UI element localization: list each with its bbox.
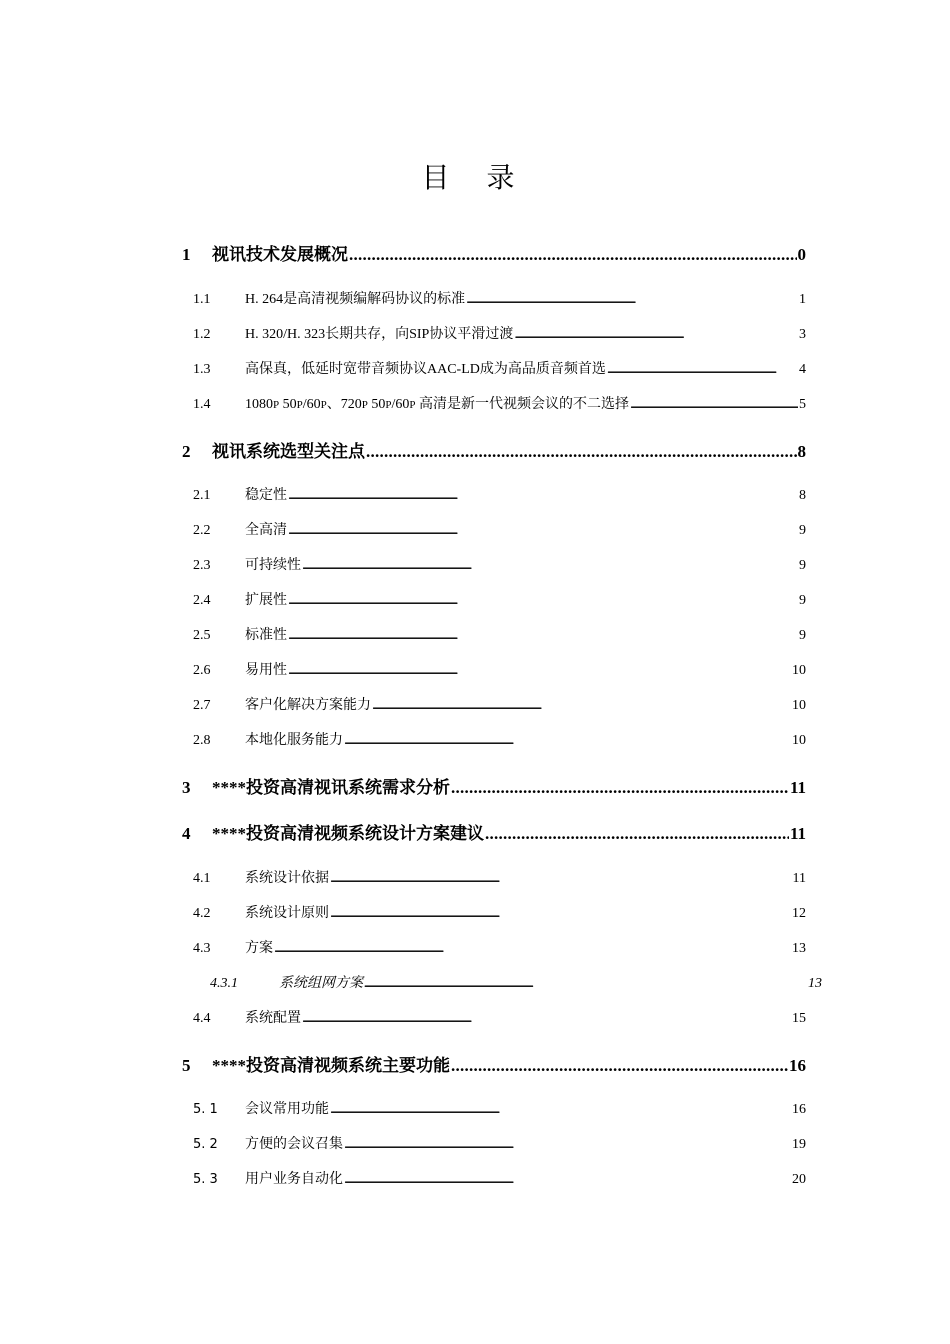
toc-entry-title: 全高清 (245, 523, 287, 538)
toc-entry-title: ****投资高清视讯系统需求分析 (212, 778, 450, 797)
toc-entry-page: 11 (789, 778, 806, 797)
toc-entry-4[interactable] (182, 819, 806, 844)
toc-entry-2-4[interactable] (193, 589, 806, 609)
toc-entry-1-1[interactable] (193, 288, 806, 308)
toc-entry-title: 方案 (245, 941, 273, 956)
toc-entry-title: H. 264是高清视频编解码协议的标准 (245, 292, 466, 307)
toc-leader-dots (364, 976, 807, 992)
toc-leader-dots (466, 292, 798, 308)
toc-entry-page: 13 (792, 941, 806, 956)
toc-entry-title: ****投资高清视频系统设计方案建议 (212, 824, 484, 843)
toc-title: 目 录 (421, 161, 529, 194)
toc-entry-title: 稳定性 (245, 488, 287, 503)
toc-entry-4-3-1[interactable] (210, 972, 822, 992)
toc-entry-page: 4 (799, 362, 806, 377)
toc-entry-number: 5. 1 (193, 1102, 218, 1117)
toc-entry-title: 高保真，低延时宽带音频协议AAC-LD成为高品质音频首选 (245, 362, 606, 377)
toc-entry-number: 4.3 (193, 941, 211, 956)
toc-entry-page: 12 (792, 906, 806, 921)
toc-entry-title: 会议常用功能 (245, 1102, 329, 1117)
toc-entry-page: 10 (792, 698, 806, 713)
toc-entry-page: 8 (797, 442, 806, 461)
toc-leader-dots (344, 1137, 791, 1153)
toc-leader-dots (330, 871, 792, 887)
toc-entry-5[interactable] (182, 1051, 806, 1076)
toc-leader-dots (349, 245, 797, 265)
toc-entry-page: 0 (797, 245, 806, 264)
toc-entry-title: 系统配置 (245, 1011, 301, 1026)
toc-entry-number: 2 (182, 442, 191, 461)
toc-entry-number: 5 (182, 1056, 191, 1075)
toc-leader-dots (607, 362, 798, 378)
toc-leader-dots (288, 488, 798, 504)
toc-entry-page: 9 (799, 628, 806, 643)
toc-entry-2[interactable] (182, 437, 806, 462)
toc-entry-number: 1.4 (193, 397, 211, 412)
toc-entry-number: 2.4 (193, 593, 211, 608)
toc-entry-2-8[interactable] (193, 729, 806, 749)
toc-entry-page: 9 (799, 593, 806, 608)
toc-leader-dots (514, 327, 798, 343)
toc-leader-dots (288, 593, 798, 609)
toc-entry-2-1[interactable] (193, 484, 806, 504)
toc-entry-number: 2.8 (193, 733, 211, 748)
toc-entry-title: 1080P 50P/60P、720P 50P/60P 高清是新一代视频会议的不二选择 (245, 397, 630, 412)
toc-entry-5-1[interactable] (193, 1098, 806, 1118)
toc-entry-1-4[interactable] (193, 393, 806, 413)
toc-entry-title: 可持续性 (245, 558, 301, 573)
toc-entry-2-2[interactable] (193, 519, 806, 539)
toc-entry-number: 1.3 (193, 362, 211, 377)
toc-entry-page: 16 (792, 1102, 806, 1117)
toc-entry-page: 15 (792, 1011, 806, 1026)
toc-entry-number: 1 (182, 245, 191, 264)
toc-leader-dots (288, 663, 791, 679)
toc-entry-number: 4.2 (193, 906, 211, 921)
toc-entry-page: 10 (792, 733, 806, 748)
toc-entry-page: 1 (799, 292, 806, 307)
toc-entry-2-3[interactable] (193, 554, 806, 574)
toc-entry-title: 客户化解决方案能力 (245, 698, 371, 713)
toc-leader-dots (372, 698, 791, 714)
toc-entry-title: 标准性 (245, 628, 287, 643)
toc-leader-dots (451, 1056, 788, 1076)
toc-entry-4-3[interactable] (193, 937, 806, 957)
toc-entry-title: 系统组网方案 (279, 976, 363, 991)
toc-entry-page: 20 (792, 1172, 806, 1187)
toc-entry-number: 2.2 (193, 523, 211, 538)
toc-leader-dots (288, 523, 798, 539)
toc-entry-page: 16 (789, 1056, 806, 1075)
toc-entry-5-2[interactable] (193, 1133, 806, 1153)
toc-leader-dots (274, 941, 791, 957)
toc-entry-4-1[interactable] (193, 867, 806, 887)
toc-entry-page: 11 (792, 871, 806, 886)
toc-entry-2-7[interactable] (193, 694, 806, 714)
toc-entry-title: 用户业务自动化 (245, 1172, 343, 1187)
toc-entry-number: 2.3 (193, 558, 211, 573)
toc-entry-page: 3 (799, 327, 806, 342)
toc-entry-number: 4.3.1 (210, 976, 238, 991)
toc-entry-number: 1.1 (193, 292, 211, 307)
toc-entry-page: 11 (789, 824, 806, 843)
toc-entry-1[interactable] (182, 240, 806, 265)
toc-leader-dots (451, 778, 789, 798)
toc-entry-number: 4 (182, 824, 191, 843)
toc-leader-dots (330, 906, 791, 922)
toc-entry-page: 9 (799, 523, 806, 538)
toc-entry-number: 2.7 (193, 698, 211, 713)
toc-entry-title: 视讯技术发展概况 (212, 245, 348, 264)
toc-entry-number: 4.1 (193, 871, 211, 886)
toc-entry-title: H. 320/H. 323长期共存，向SIP协议平滑过渡 (245, 327, 514, 342)
toc-entry-number: 3 (182, 778, 191, 797)
toc-entry-title: 扩展性 (245, 593, 287, 608)
toc-leader-dots (344, 733, 791, 749)
toc-leader-dots (344, 1172, 791, 1188)
toc-leader-dots (302, 558, 798, 574)
toc-entry-page: 10 (792, 663, 806, 678)
toc-entry-number: 2.1 (193, 488, 211, 503)
toc-entry-2-6[interactable] (193, 659, 806, 679)
toc-entry-page: 13 (808, 976, 822, 991)
toc-entry-title: 易用性 (245, 663, 287, 678)
toc-entry-page: 5 (799, 397, 806, 412)
toc-entry-1-3[interactable] (193, 358, 806, 378)
toc-entry-title: 本地化服务能力 (245, 733, 343, 748)
toc-entry-page: 8 (799, 488, 806, 503)
toc-entry-page: 19 (792, 1137, 806, 1152)
toc-entry-page: 9 (799, 558, 806, 573)
toc-leader-dots (485, 824, 789, 844)
toc-entry-title: 系统设计原则 (245, 906, 329, 921)
toc-entry-1-2[interactable] (193, 323, 806, 343)
toc-entry-2-5[interactable] (193, 624, 806, 644)
toc-entry-title: 方便的会议召集 (245, 1137, 343, 1152)
toc-entry-number: 1.2 (193, 327, 211, 342)
toc-entry-number: 2.5 (193, 628, 211, 643)
toc-leader-dots (302, 1011, 791, 1027)
toc-entry-3[interactable] (182, 773, 806, 798)
toc-entry-title: 视讯系统选型关注点 (212, 442, 365, 461)
toc-entry-number: 4.4 (193, 1011, 211, 1026)
toc-leader-dots (366, 442, 797, 462)
toc-entry-4-2[interactable] (193, 902, 806, 922)
toc-leader-dots (630, 397, 798, 413)
toc-entry-title: 系统设计依据 (245, 871, 329, 886)
toc-entry-number: 5. 2 (193, 1137, 218, 1152)
toc-leader-dots (330, 1102, 791, 1118)
toc-leader-dots (288, 628, 798, 644)
toc-entry-title: ****投资高清视频系统主要功能 (212, 1056, 450, 1075)
toc-entry-5-3[interactable] (193, 1168, 806, 1188)
toc-entry-number: 5. 3 (193, 1172, 218, 1187)
toc-entry-number: 2.6 (193, 663, 211, 678)
toc-entry-4-4[interactable] (193, 1007, 806, 1027)
